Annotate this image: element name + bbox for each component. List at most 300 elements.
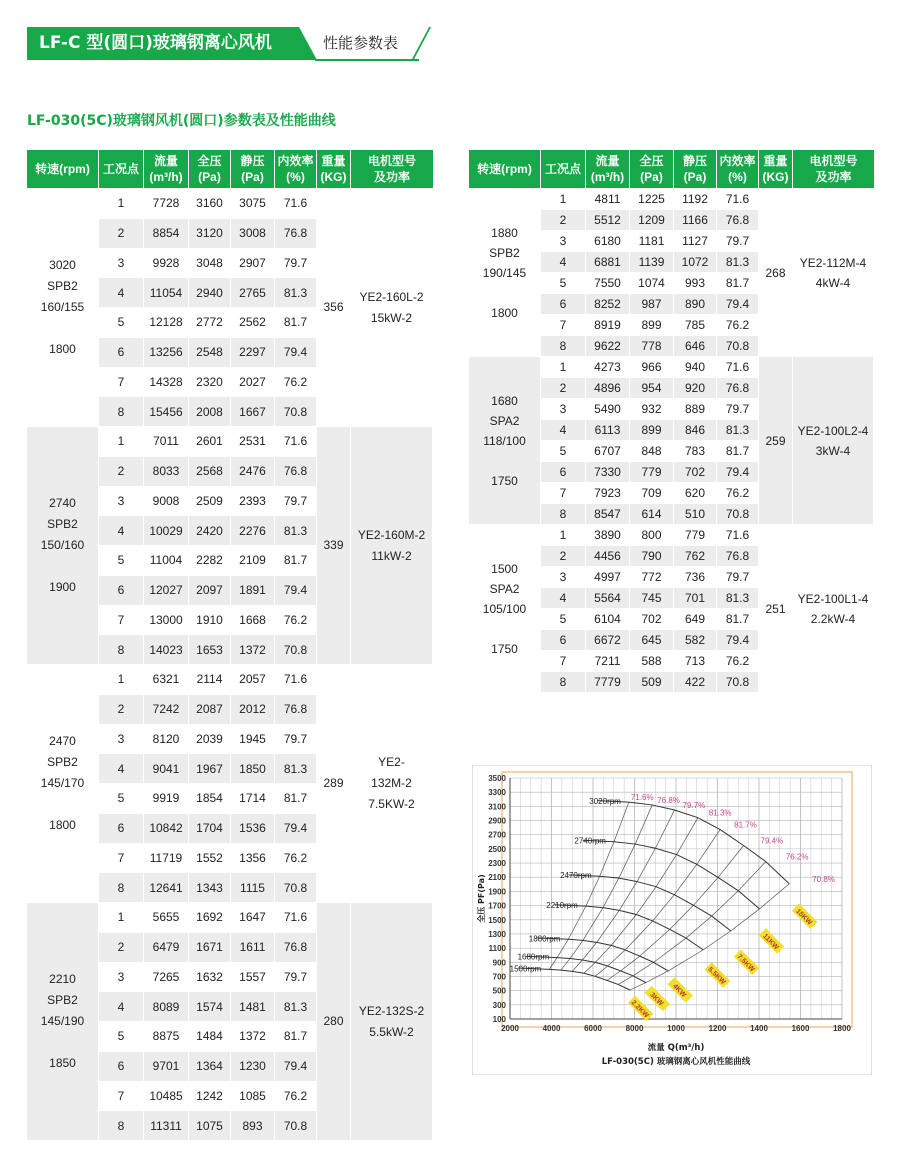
- y-tick-label: 300: [492, 1000, 506, 1010]
- flow-cell: 7211: [586, 650, 630, 671]
- column-header: [541, 150, 586, 188]
- static-pressure-cell: 779: [674, 524, 717, 545]
- y-tick-label: 1300: [488, 929, 506, 939]
- efficiency-cell: 71.6: [717, 524, 759, 545]
- flow-cell: 14328: [144, 367, 189, 397]
- y-tick-label: 1100: [488, 944, 506, 954]
- static-pressure-cell: 422: [674, 671, 717, 692]
- rpm-line: [27, 794, 98, 815]
- power-tag: [645, 986, 670, 1011]
- performance-chart-svg: [472, 765, 872, 1075]
- efficiency-cell: 70.8: [275, 634, 317, 664]
- point-cell: 1: [99, 426, 144, 456]
- efficiency-cell: 81.7: [717, 272, 759, 293]
- flow-cell: 6104: [586, 608, 630, 629]
- point-cell: 3: [99, 486, 144, 516]
- rpm-line: 1800: [491, 305, 518, 320]
- efficiency-cell: 79.7: [275, 724, 317, 754]
- parameter-table-left: [27, 150, 433, 1140]
- efficiency-cell: 81.7: [717, 440, 759, 461]
- motor-cell: [793, 356, 874, 524]
- static-pressure-cell: 890: [674, 293, 717, 314]
- efficiency-cell: 76.8: [275, 456, 317, 486]
- point-cell: 2: [99, 218, 144, 248]
- motor-line: YE2-160L-2: [359, 289, 424, 304]
- rpm-line: 2210: [49, 972, 76, 986]
- column-header-line: 电机型号: [809, 154, 858, 168]
- efficiency-cell: 79.4: [717, 629, 759, 650]
- flow-cell: 6672: [586, 629, 630, 650]
- static-pressure-cell: 1372: [231, 1021, 275, 1051]
- flow-cell: 3890: [586, 524, 630, 545]
- power-tag: [628, 996, 653, 1021]
- efficiency-cell: 79.4: [275, 1051, 317, 1081]
- power-tag-label: 2.2KW: [629, 999, 650, 1020]
- efficiency-cell: 70.8: [717, 335, 759, 356]
- total-pressure-cell: 954: [630, 377, 674, 398]
- table-row: [27, 426, 433, 456]
- x-tick-label: 1800: [833, 1024, 851, 1033]
- column-header-line: 转速(rpm): [477, 162, 532, 176]
- flow-cell: 13000: [144, 605, 189, 635]
- column-header-unit: (Pa): [683, 170, 707, 184]
- efficiency-cell: 79.7: [275, 486, 317, 516]
- flow-cell: 8252: [586, 293, 630, 314]
- total-pressure-cell: 779: [630, 461, 674, 482]
- column-header: [630, 150, 674, 188]
- static-pressure-cell: 3008: [231, 218, 275, 248]
- rpm-line: 190/145: [482, 265, 527, 280]
- column-header-unit: (KG): [320, 170, 347, 184]
- rpm-line: SPB2: [47, 993, 78, 1007]
- point-cell: 4: [99, 753, 144, 783]
- flow-cell: 10485: [144, 1081, 189, 1111]
- rpm-cell: [27, 188, 99, 426]
- static-pressure-cell: 1611: [231, 932, 275, 962]
- table-row: [27, 902, 433, 932]
- efficiency-cell: 76.8: [275, 218, 317, 248]
- efficiency-cell: 70.8: [275, 396, 317, 426]
- column-header-line: 电机型号: [367, 154, 416, 168]
- flow-cell: 12128: [144, 307, 189, 337]
- static-pressure-cell: 785: [674, 314, 717, 335]
- flow-cell: 4997: [586, 566, 630, 587]
- rpm-line: 1500: [491, 561, 518, 576]
- point-cell: 1: [541, 524, 586, 545]
- total-pressure-cell: 778: [630, 335, 674, 356]
- point-cell: 4: [99, 991, 144, 1021]
- column-header-unit: (Pa): [241, 170, 264, 184]
- column-header-unit: (Pa): [198, 170, 221, 184]
- static-pressure-cell: 2012: [231, 694, 275, 724]
- efficiency-cell: 71.6: [275, 902, 317, 932]
- total-pressure-cell: 1484: [189, 1021, 231, 1051]
- point-cell: 2: [541, 209, 586, 230]
- total-pressure-cell: 2420: [189, 515, 231, 545]
- point-cell: 5: [99, 783, 144, 813]
- total-pressure-cell: 588: [630, 650, 674, 671]
- weight-cell: 268: [759, 188, 793, 356]
- total-pressure-cell: 848: [630, 440, 674, 461]
- efficiency-cell: 79.7: [717, 398, 759, 419]
- flow-cell: 10029: [144, 515, 189, 545]
- point-cell: 6: [541, 461, 586, 482]
- total-pressure-cell: 790: [630, 545, 674, 566]
- rpm-cell: [469, 188, 541, 356]
- power-tag-label: 15KW: [794, 907, 813, 927]
- static-pressure-cell: 1481: [231, 991, 275, 1021]
- flow-cell: 9928: [144, 248, 189, 278]
- flow-cell: 5512: [586, 209, 630, 230]
- flow-cell: 9041: [144, 753, 189, 783]
- static-pressure-cell: 2476: [231, 456, 275, 486]
- total-pressure-cell: 1704: [189, 813, 231, 843]
- efficiency-cell: 76.2: [275, 843, 317, 873]
- power-tag-label: 5.5KW: [706, 966, 727, 987]
- weight-cell: 356: [317, 188, 351, 426]
- flow-cell: 8089: [144, 991, 189, 1021]
- efficiency-cell: 79.7: [275, 248, 317, 278]
- column-header-line: 静压: [682, 154, 707, 168]
- efficiency-cell: 70.8: [717, 671, 759, 692]
- weight-cell: 259: [759, 356, 793, 524]
- efficiency-line: [549, 802, 629, 969]
- static-pressure-cell: 646: [674, 335, 717, 356]
- total-pressure-cell: 1632: [189, 962, 231, 992]
- point-cell: 5: [541, 440, 586, 461]
- column-header: [351, 150, 433, 188]
- static-pressure-cell: 510: [674, 503, 717, 524]
- column-header: [793, 150, 874, 188]
- point-cell: 3: [99, 248, 144, 278]
- flow-cell: 7265: [144, 962, 189, 992]
- efficiency-cell: 71.6: [717, 356, 759, 377]
- point-cell: 2: [541, 377, 586, 398]
- total-pressure-cell: 800: [630, 524, 674, 545]
- rpm-cell: [469, 356, 541, 524]
- header-slash: [411, 27, 431, 61]
- speed-curve: [555, 905, 703, 950]
- efficiency-line: [572, 810, 674, 971]
- rpm-line: [469, 283, 540, 303]
- motor-cell: [351, 188, 433, 426]
- x-tick-label: 8000: [625, 1024, 644, 1033]
- motor-line: 132M-2: [371, 776, 412, 790]
- static-pressure-cell: 2276: [231, 515, 275, 545]
- speed-curve-label: 2470rpm: [560, 871, 592, 881]
- point-cell: 2: [99, 456, 144, 486]
- point-cell: 2: [541, 545, 586, 566]
- total-pressure-cell: 1074: [630, 272, 674, 293]
- efficiency-label: 81.7%: [734, 820, 757, 830]
- column-header-unit: (Pa): [640, 170, 663, 184]
- point-cell: 8: [541, 335, 586, 356]
- column-header-unit: (KG): [762, 170, 789, 184]
- total-pressure-cell: 1242: [189, 1081, 231, 1111]
- point-cell: 5: [541, 272, 586, 293]
- efficiency-cell: 81.3: [275, 515, 317, 545]
- total-pressure-cell: 614: [630, 503, 674, 524]
- total-pressure-cell: 1075: [189, 1110, 231, 1140]
- section-subtitle: LF-030(5C)玻璃钢风机(圆口)参数表及性能曲线: [27, 113, 336, 129]
- efficiency-cell: 81.3: [275, 277, 317, 307]
- power-tag-label: 4KW: [671, 983, 688, 999]
- power-tag: [792, 903, 817, 928]
- efficiency-cell: 71.6: [717, 188, 759, 209]
- static-pressure-cell: 713: [674, 650, 717, 671]
- table-row: [469, 356, 874, 377]
- table-row: [469, 524, 874, 545]
- column-header-line: 流量: [153, 154, 178, 168]
- total-pressure-cell: 3120: [189, 218, 231, 248]
- efficiency-label: 79.4%: [760, 836, 784, 846]
- point-cell: 6: [541, 293, 586, 314]
- flow-cell: 12027: [144, 575, 189, 605]
- power-tag-label: 7.5KW: [735, 953, 756, 974]
- static-pressure-cell: 2765: [231, 277, 275, 307]
- parameter-table-right: [469, 150, 874, 692]
- flow-cell: 8854: [144, 218, 189, 248]
- rpm-line: 1800: [49, 818, 76, 832]
- table-row: [27, 188, 433, 218]
- total-pressure-cell: 2320: [189, 367, 231, 397]
- motor-line: YE2-132S-2: [358, 1003, 425, 1018]
- flow-cell: 5655: [144, 902, 189, 932]
- point-cell: 8: [541, 503, 586, 524]
- motor-line: 5.5kW-2: [369, 1024, 414, 1039]
- efficiency-cell: 76.2: [275, 1081, 317, 1111]
- point-cell: 5: [99, 545, 144, 575]
- static-pressure-cell: 582: [674, 629, 717, 650]
- total-pressure-cell: 2940: [189, 277, 231, 307]
- column-header: [231, 150, 275, 188]
- efficiency-cell: 70.8: [717, 503, 759, 524]
- efficiency-label: 76.8%: [657, 795, 680, 805]
- efficiency-cell: 81.7: [275, 1021, 317, 1051]
- y-tick-label: 1900: [488, 887, 506, 897]
- point-cell: 7: [541, 314, 586, 335]
- static-pressure-cell: 2057: [231, 664, 275, 694]
- point-cell: 6: [99, 575, 144, 605]
- flow-cell: 8120: [144, 724, 189, 754]
- efficiency-label: 70.8%: [812, 874, 835, 884]
- point-cell: 2: [99, 932, 144, 962]
- total-pressure-cell: 2601: [189, 426, 231, 456]
- motor-line: YE2-100L2-4: [797, 423, 869, 438]
- efficiency-cell: 79.4: [717, 293, 759, 314]
- column-header-unit: (m³/h): [590, 170, 625, 184]
- motor-cell: [351, 664, 433, 902]
- total-pressure-cell: 2282: [189, 545, 231, 575]
- x-axis-title: 流量 Q(m³/h): [647, 1043, 705, 1053]
- rpm-line: 118/100: [483, 433, 526, 448]
- point-cell: 1: [99, 188, 144, 218]
- point-cell: 5: [99, 1021, 144, 1051]
- total-pressure-cell: 1209: [630, 209, 674, 230]
- rpm-line: 3020: [49, 258, 76, 272]
- rpm-line: SPB2: [489, 245, 520, 260]
- column-header: [189, 150, 231, 188]
- static-pressure-cell: 2562: [231, 307, 275, 337]
- speed-curve-label: 3020rpm: [589, 797, 621, 807]
- motor-line: 3kW-4: [815, 443, 851, 458]
- efficiency-cell: 76.2: [717, 314, 759, 335]
- column-header-line: 重量: [763, 154, 788, 168]
- rpm-line: [27, 1032, 98, 1053]
- x-tick-label: 1400: [750, 1024, 768, 1033]
- flow-cell: 6113: [586, 419, 630, 440]
- motor-line: 2.2kW-4: [810, 611, 856, 626]
- column-header-unit: (%): [286, 170, 305, 184]
- speed-curve-label: 2210rpm: [546, 901, 578, 911]
- total-pressure-cell: 2548: [189, 337, 231, 367]
- point-cell: 3: [99, 724, 144, 754]
- column-header-line: 静压: [240, 154, 265, 168]
- point-cell: 8: [99, 396, 144, 426]
- efficiency-cell: 76.8: [275, 694, 317, 724]
- static-pressure-cell: 1536: [231, 813, 275, 843]
- column-header-line: 工况点: [544, 162, 581, 176]
- y-tick-label: 3300: [488, 788, 506, 798]
- flow-cell: 4811: [586, 188, 630, 209]
- efficiency-cell: 79.4: [275, 337, 317, 367]
- y-tick-label: 500: [492, 986, 506, 996]
- static-pressure-cell: 1647: [231, 902, 275, 932]
- flow-cell: 6881: [586, 251, 630, 272]
- total-pressure-cell: 1343: [189, 872, 231, 902]
- static-pressure-cell: 762: [674, 545, 717, 566]
- efficiency-cell: 81.7: [275, 307, 317, 337]
- efficiency-cell: 81.3: [275, 753, 317, 783]
- point-cell: 1: [541, 356, 586, 377]
- flow-cell: 6707: [586, 440, 630, 461]
- flow-cell: 14023: [144, 634, 189, 664]
- flow-cell: 7011: [144, 426, 189, 456]
- efficiency-cell: 81.7: [275, 545, 317, 575]
- y-tick-label: 100: [492, 1015, 506, 1024]
- static-pressure-cell: 702: [674, 461, 717, 482]
- flow-cell: 6479: [144, 932, 189, 962]
- point-cell: 1: [99, 664, 144, 694]
- flow-cell: 5564: [586, 587, 630, 608]
- column-header-unit: (m³/h): [149, 170, 183, 184]
- flow-cell: 8033: [144, 456, 189, 486]
- speed-curve-label: 1500rpm: [509, 964, 542, 974]
- column-header-line: 内效率: [719, 154, 756, 168]
- flow-cell: 8875: [144, 1021, 189, 1051]
- total-pressure-cell: 745: [630, 587, 674, 608]
- efficiency-label: 76.2%: [785, 852, 809, 862]
- efficiency-cell: 79.7: [275, 962, 317, 992]
- total-pressure-cell: 2008: [189, 396, 231, 426]
- flow-cell: 6180: [586, 230, 630, 251]
- y-tick-label: 2900: [488, 816, 506, 826]
- flow-cell: 11004: [144, 545, 189, 575]
- flow-cell: 13256: [144, 337, 189, 367]
- static-pressure-cell: 2907: [231, 248, 275, 278]
- motor-line: 11kW-2: [371, 548, 412, 563]
- column-header-line: 工况点: [102, 162, 139, 176]
- static-pressure-cell: 620: [674, 482, 717, 503]
- y-tick-label: 2100: [488, 873, 506, 883]
- efficiency-cell: 76.8: [717, 209, 759, 230]
- header-title: LF-C 型(圆口)玻璃钢离心风机: [27, 27, 299, 60]
- static-pressure-cell: 893: [231, 1110, 275, 1140]
- flow-cell: 7779: [586, 671, 630, 692]
- static-pressure-cell: 993: [674, 272, 717, 293]
- flow-cell: 9622: [586, 335, 630, 356]
- efficiency-cell: 70.8: [275, 1110, 317, 1140]
- efficiency-cell: 76.8: [717, 377, 759, 398]
- efficiency-line: [607, 845, 744, 980]
- flow-cell: 4456: [586, 545, 630, 566]
- point-cell: 3: [541, 398, 586, 419]
- rpm-line: SPA2: [489, 581, 520, 596]
- table-row: [27, 664, 433, 694]
- point-cell: 7: [541, 482, 586, 503]
- point-cell: 3: [99, 962, 144, 992]
- flow-cell: 4273: [586, 356, 630, 377]
- column-header: [674, 150, 717, 188]
- header-underline: [315, 59, 419, 61]
- y-tick-label: 3500: [488, 774, 506, 783]
- total-pressure-cell: 1225: [630, 188, 674, 209]
- static-pressure-cell: 2109: [231, 545, 275, 575]
- point-cell: 6: [99, 1051, 144, 1081]
- rpm-line: 1800: [49, 342, 76, 356]
- static-pressure-cell: 1085: [231, 1081, 275, 1111]
- static-pressure-cell: 1668: [231, 605, 275, 635]
- efficiency-cell: 81.3: [717, 419, 759, 440]
- point-cell: 2: [99, 694, 144, 724]
- point-cell: 8: [99, 634, 144, 664]
- flow-cell: 10842: [144, 813, 189, 843]
- total-pressure-cell: 899: [630, 419, 674, 440]
- total-pressure-cell: 1854: [189, 783, 231, 813]
- static-pressure-cell: 1945: [231, 724, 275, 754]
- static-pressure-cell: 2027: [231, 367, 275, 397]
- total-pressure-cell: 1692: [189, 902, 231, 932]
- rpm-line: 1880: [491, 225, 518, 240]
- rpm-line: SPA2: [489, 413, 520, 428]
- column-header: [99, 150, 144, 188]
- y-tick-label: 900: [492, 958, 506, 968]
- rpm-line: SPB2: [47, 755, 78, 769]
- static-pressure-cell: 1557: [231, 962, 275, 992]
- y-tick-label: 1500: [488, 915, 506, 925]
- flow-cell: 7550: [586, 272, 630, 293]
- efficiency-cell: 79.7: [717, 566, 759, 587]
- rpm-line: 1750: [491, 473, 518, 488]
- motor-cell: [351, 426, 433, 664]
- flow-cell: 15456: [144, 396, 189, 426]
- column-header: [586, 150, 630, 188]
- y-tick-label: 3100: [488, 802, 506, 812]
- rpm-line: [27, 556, 98, 577]
- column-header-line: 全压: [197, 154, 222, 168]
- flow-cell: 9919: [144, 783, 189, 813]
- total-pressure-cell: 2772: [189, 307, 231, 337]
- point-cell: 6: [99, 813, 144, 843]
- column-header-line: 全压: [639, 154, 664, 168]
- rpm-line: [469, 451, 540, 471]
- total-pressure-cell: 1910: [189, 605, 231, 635]
- x-tick-label: 2000: [501, 1024, 519, 1033]
- flow-cell: 7242: [144, 694, 189, 724]
- flow-cell: 12641: [144, 872, 189, 902]
- point-cell: 3: [541, 230, 586, 251]
- total-pressure-cell: 2509: [189, 486, 231, 516]
